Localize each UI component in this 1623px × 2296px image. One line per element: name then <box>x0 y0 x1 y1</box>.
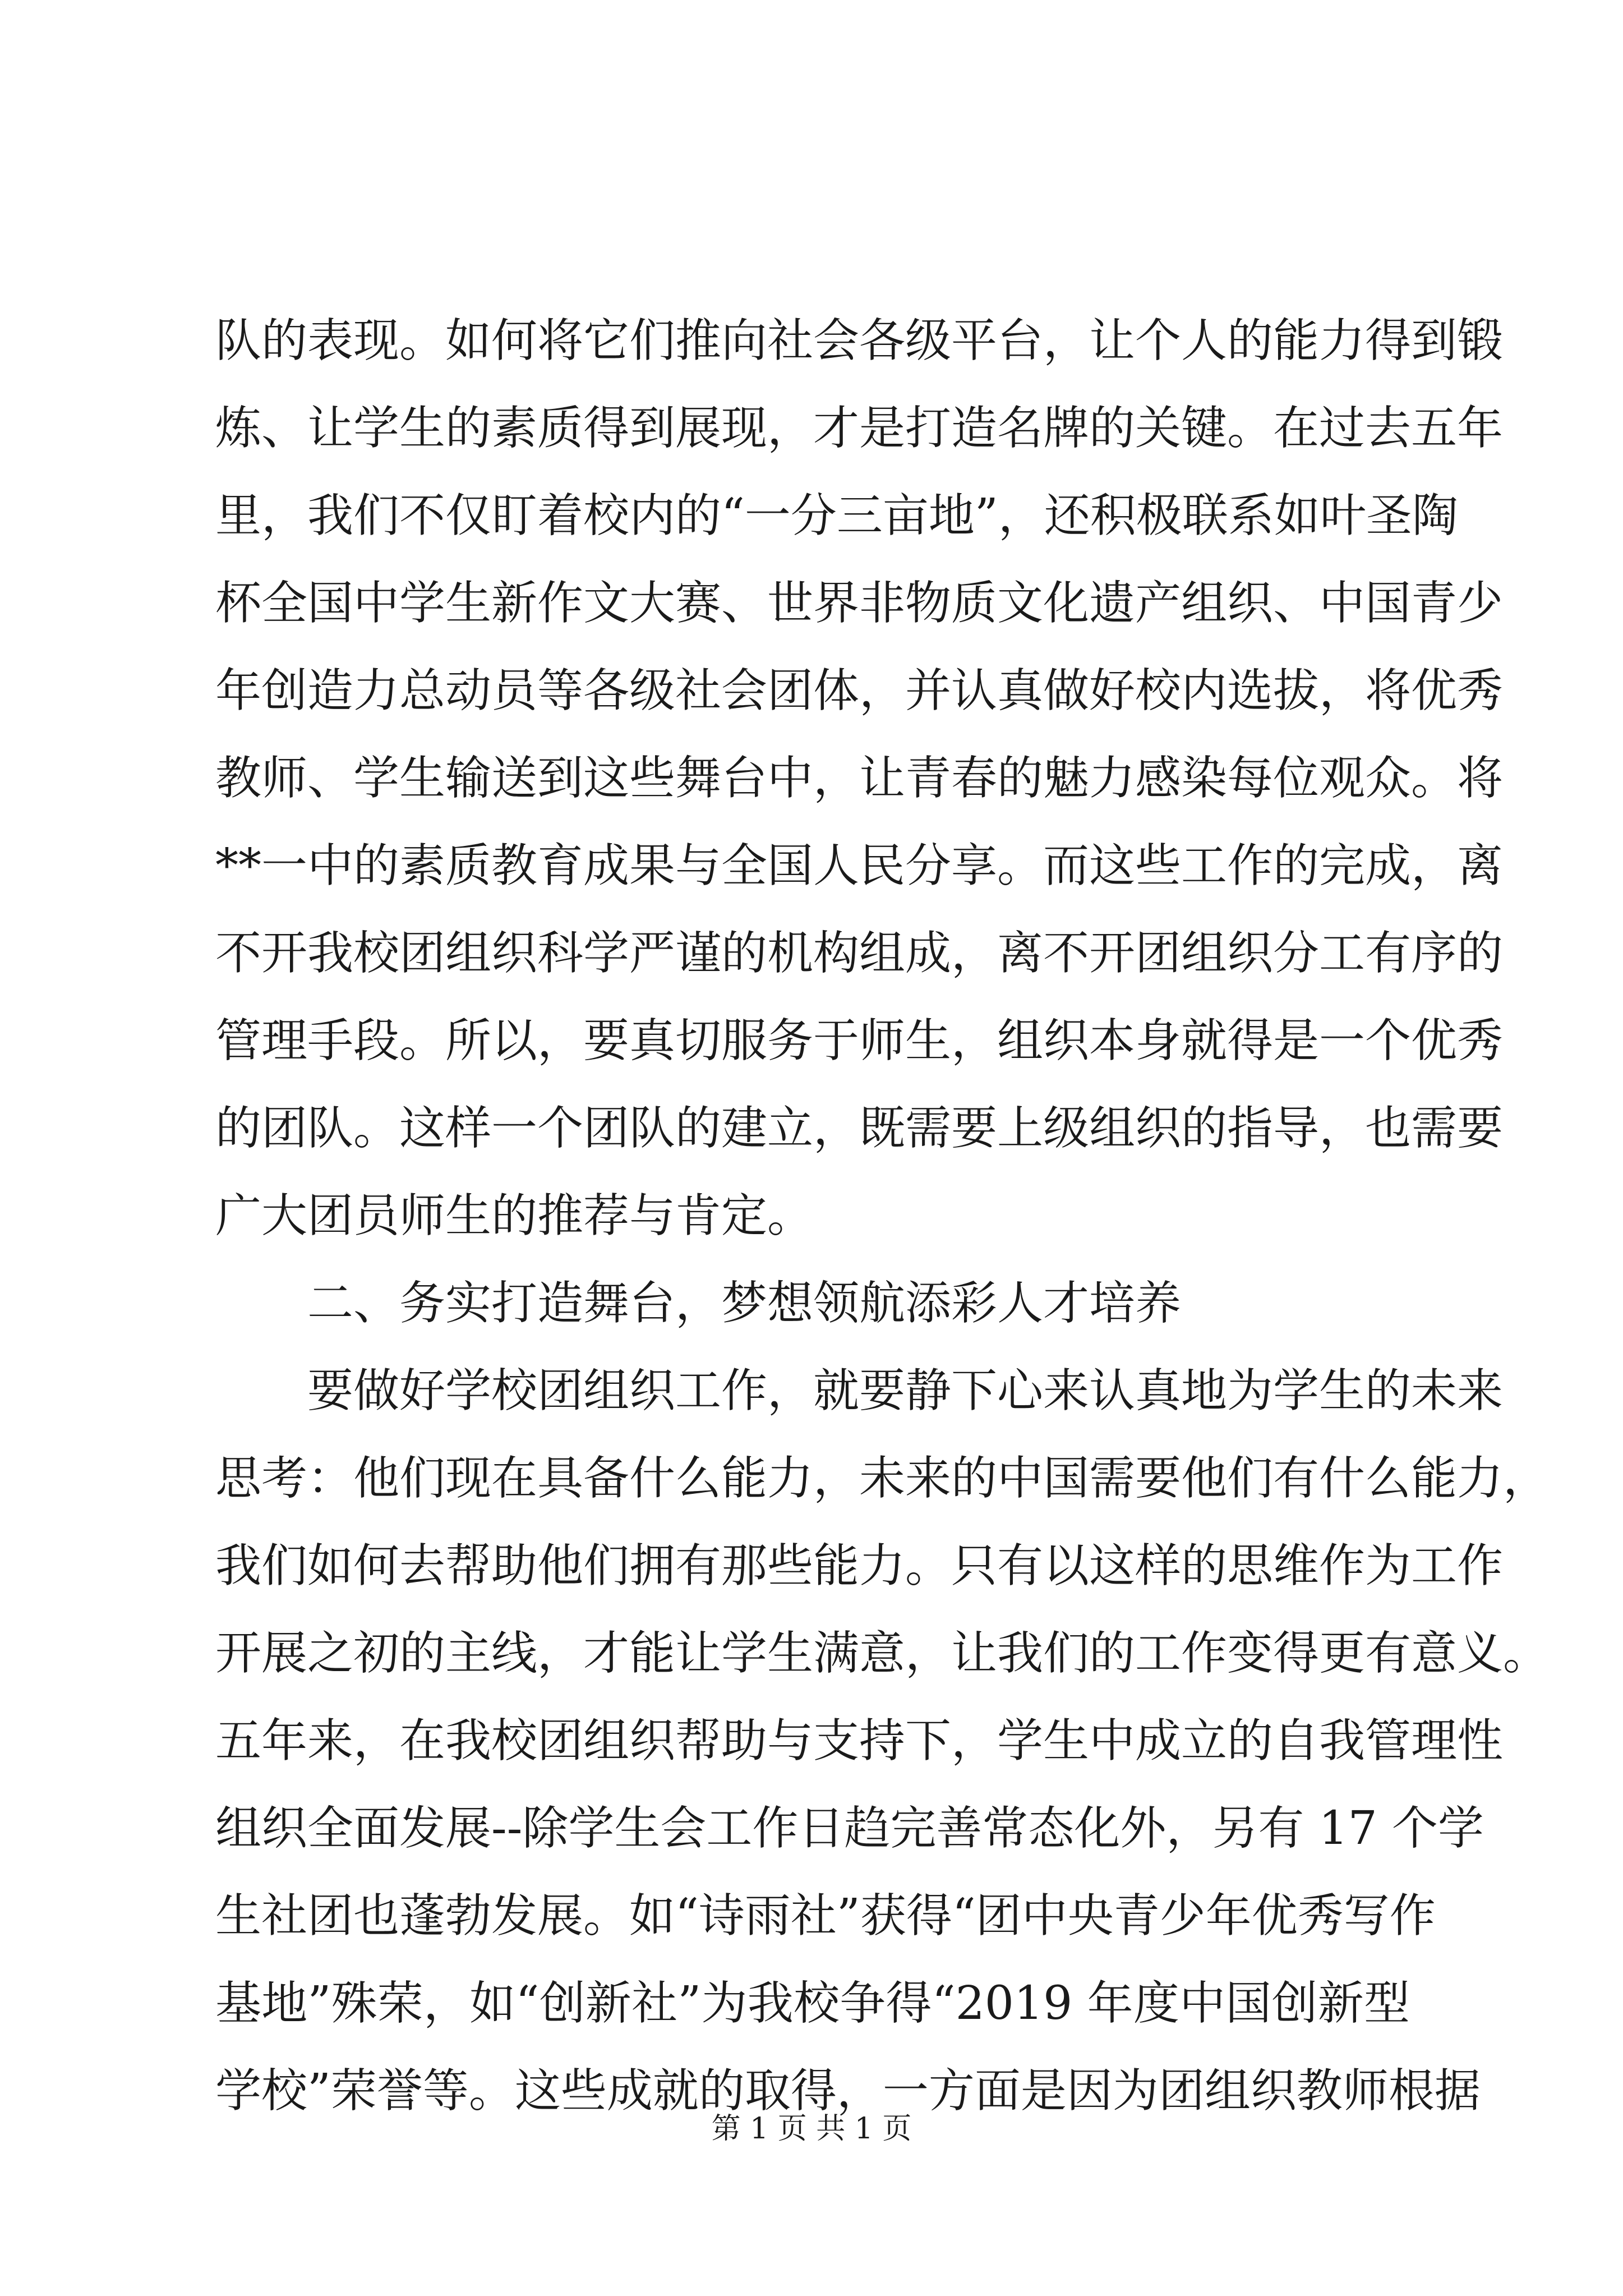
paragraph-line: 炼、让学生的素质得到展现，才是打造名牌的关键。在过去五年 <box>215 402 1504 455</box>
paragraph-line: 开展之初的主线，才能让学生满意，让我们的工作变得更有意义。 <box>215 1627 1550 1680</box>
paragraph-line: 要做好学校团组织工作，就要静下心来认真地为学生的未来 <box>307 1364 1504 1418</box>
paragraph-line: 基地”殊荣，如“创新社”为我校争得“2019 年度中国创新型 <box>215 1977 1410 2030</box>
paragraph-line: 里，我们不仅盯着校内的“一分三亩地”，还积极联系如叶圣陶 <box>215 489 1458 542</box>
paragraph-line: 教师、学生输送到这些舞台中，让青春的魅力感染每位观众。将 <box>215 752 1504 805</box>
paragraph-line: 广大团员师生的推荐与肯定。 <box>215 1189 814 1243</box>
paragraph-line: 年创造力总动员等各级社会团体，并认真做好校内选拔，将优秀 <box>215 664 1504 717</box>
page-number-footer: 第 1 页 共 1 页 <box>711 2112 912 2146</box>
paragraph-line: 五年来，在我校团组织帮助与支持下，学生中成立的自我管理性 <box>215 1714 1504 1768</box>
paragraph-line: 队的表现。如何将它们推向社会各级平台，让个人的能力得到锻 <box>215 314 1504 367</box>
paragraph-line: 组织全面发展--除学生会工作日趋完善常态化外，另有 17 个学 <box>215 1802 1484 1855</box>
paragraph-line: **一中的素质教育成果与全国人民分享。而这些工作的完成，离 <box>215 839 1504 892</box>
paragraph-line: 不开我校团组织科学严谨的机构组成，离不开团组织分工有序的 <box>215 927 1504 980</box>
section-heading: 二、务实打造舞台，梦想领航添彩人才培养 <box>307 1277 1182 1330</box>
paragraph-line: 学校”荣誉等。这些成就的取得，一方面是因为团组织教师根据 <box>215 2064 1481 2118</box>
paragraph-line: 管理手段。所以，要真切服务于师生，组织本身就得是一个优秀 <box>215 1014 1504 1068</box>
paragraph-line: 生社团也蓬勃发展。如“诗雨社”获得“团中央青少年优秀写作 <box>215 1889 1436 1943</box>
paragraph-line: 杯全国中学生新作文大赛、世界非物质文化遗产组织、中国青少 <box>215 577 1504 630</box>
paragraph-line: 思考：他们现在具备什么能力，未来的中国需要他们有什么能力， <box>215 1452 1550 1505</box>
paragraph-line: 我们如何去帮助他们拥有那些能力。只有以这样的思维作为工作 <box>215 1539 1504 1593</box>
document-body <box>215 297 1550 2135</box>
paragraph-line: 的团队。这样一个团队的建立，既需要上级组织的指导，也需要 <box>215 1102 1504 1155</box>
